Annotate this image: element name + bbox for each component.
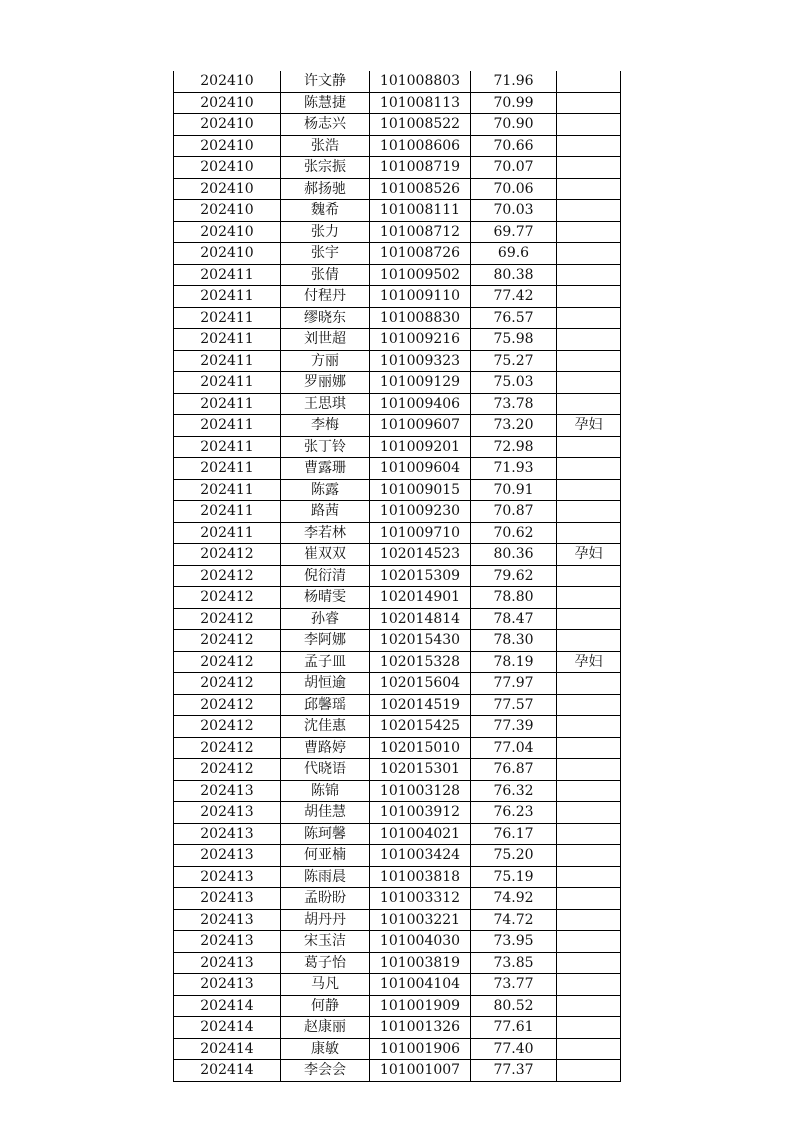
exam-number-cell: 101001906 (370, 1038, 471, 1060)
remark-cell (557, 759, 621, 781)
position-code-cell: 202412 (174, 673, 281, 695)
score-cell: 74.72 (471, 909, 557, 931)
score-cell: 77.39 (471, 716, 557, 738)
exam-number-cell: 102015430 (370, 630, 471, 652)
remark-cell (557, 350, 621, 372)
score-cell: 71.93 (471, 458, 557, 480)
table-row (174, 71, 621, 92)
exam-number-cell: 102014814 (370, 608, 471, 630)
remark-cell (557, 393, 621, 415)
score-cell: 70.99 (471, 92, 557, 114)
table-row (174, 823, 621, 845)
exam-number-cell: 102014519 (370, 694, 471, 716)
position-code-cell: 202410 (174, 200, 281, 222)
exam-number-cell: 102015604 (370, 673, 471, 695)
name-cell: 张宇 (281, 243, 370, 265)
position-code-cell: 202412 (174, 716, 281, 738)
exam-number-cell: 101001326 (370, 1017, 471, 1039)
remark-cell (557, 221, 621, 243)
exam-number-cell: 101009406 (370, 393, 471, 415)
table-row (174, 866, 621, 888)
remark-cell (557, 372, 621, 394)
table-row (174, 565, 621, 587)
position-code-cell: 202411 (174, 329, 281, 351)
remark-cell (557, 114, 621, 136)
position-code-cell: 202410 (174, 221, 281, 243)
results-table (173, 71, 621, 1082)
score-cell: 73.95 (471, 931, 557, 953)
table-row (174, 178, 621, 200)
exam-number-cell: 101003912 (370, 802, 471, 824)
position-code-cell: 202411 (174, 458, 281, 480)
table-row (174, 221, 621, 243)
table-row (174, 200, 621, 222)
exam-number-cell: 101009201 (370, 436, 471, 458)
table-row (174, 522, 621, 544)
remark-cell (557, 673, 621, 695)
position-code-cell: 202413 (174, 823, 281, 845)
results-table-body (174, 71, 621, 1081)
exam-number-cell: 101009230 (370, 501, 471, 523)
exam-number-cell: 101004104 (370, 974, 471, 996)
name-cell: 曹路婷 (281, 737, 370, 759)
position-code-cell: 202414 (174, 1017, 281, 1039)
table-row (174, 243, 621, 265)
score-cell: 77.97 (471, 673, 557, 695)
score-cell: 75.03 (471, 372, 557, 394)
exam-number-cell: 101009607 (370, 415, 471, 437)
remark-cell (557, 587, 621, 609)
score-cell: 77.40 (471, 1038, 557, 1060)
remark-cell (557, 952, 621, 974)
position-code-cell: 202411 (174, 264, 281, 286)
score-cell: 73.85 (471, 952, 557, 974)
table-row (174, 264, 621, 286)
table-row (174, 92, 621, 114)
remark-cell (557, 458, 621, 480)
exam-number-cell: 101008712 (370, 221, 471, 243)
exam-number-cell: 101009604 (370, 458, 471, 480)
remark-cell (557, 157, 621, 179)
position-code-cell: 202413 (174, 931, 281, 953)
table-row (174, 458, 621, 480)
exam-number-cell: 101003221 (370, 909, 471, 931)
position-code-cell: 202411 (174, 501, 281, 523)
exam-number-cell: 101008111 (370, 200, 471, 222)
remark-cell (557, 737, 621, 759)
score-cell: 77.61 (471, 1017, 557, 1039)
exam-number-cell: 101009110 (370, 286, 471, 308)
score-cell: 75.98 (471, 329, 557, 351)
score-cell: 76.17 (471, 823, 557, 845)
score-cell: 76.32 (471, 780, 557, 802)
table-row (174, 114, 621, 136)
table-row (174, 544, 621, 566)
exam-number-cell: 102014523 (370, 544, 471, 566)
position-code-cell: 202413 (174, 780, 281, 802)
score-cell: 76.87 (471, 759, 557, 781)
exam-number-cell: 101009216 (370, 329, 471, 351)
position-code-cell: 202410 (174, 71, 281, 92)
position-code-cell: 202412 (174, 565, 281, 587)
position-code-cell: 202411 (174, 436, 281, 458)
remark-cell (557, 866, 621, 888)
table-row (174, 135, 621, 157)
exam-number-cell: 101009323 (370, 350, 471, 372)
table-row (174, 802, 621, 824)
table-row (174, 931, 621, 953)
table-row (174, 1017, 621, 1039)
remark-cell (557, 1060, 621, 1082)
position-code-cell: 202412 (174, 694, 281, 716)
score-cell: 73.77 (471, 974, 557, 996)
remark-cell (557, 307, 621, 329)
name-cell: 张力 (281, 221, 370, 243)
name-cell: 赵康丽 (281, 1017, 370, 1039)
table-row (174, 479, 621, 501)
exam-number-cell: 101003819 (370, 952, 471, 974)
name-cell: 康敏 (281, 1038, 370, 1060)
name-cell: 何亚楠 (281, 845, 370, 867)
remark-cell (557, 1038, 621, 1060)
position-code-cell: 202410 (174, 157, 281, 179)
position-code-cell: 202411 (174, 415, 281, 437)
exam-number-cell: 101003128 (370, 780, 471, 802)
name-cell: 张浩 (281, 135, 370, 157)
score-cell: 69.77 (471, 221, 557, 243)
name-cell: 马凡 (281, 974, 370, 996)
table-row (174, 1060, 621, 1082)
table-row (174, 1038, 621, 1060)
exam-number-cell: 101003818 (370, 866, 471, 888)
remark-cell (557, 780, 621, 802)
exam-number-cell: 101008606 (370, 135, 471, 157)
exam-number-cell: 102015309 (370, 565, 471, 587)
remark-cell: 孕妇 (557, 544, 621, 566)
name-cell: 郝扬驰 (281, 178, 370, 200)
score-cell: 78.19 (471, 651, 557, 673)
table-row (174, 716, 621, 738)
name-cell: 李梅 (281, 415, 370, 437)
score-cell: 70.07 (471, 157, 557, 179)
remark-cell (557, 823, 621, 845)
position-code-cell: 202412 (174, 737, 281, 759)
name-cell: 陈慧捷 (281, 92, 370, 114)
name-cell: 杨晴雯 (281, 587, 370, 609)
exam-number-cell: 102015301 (370, 759, 471, 781)
name-cell: 许文静 (281, 71, 370, 92)
name-cell: 李会会 (281, 1060, 370, 1082)
table-row (174, 737, 621, 759)
name-cell: 沈佳惠 (281, 716, 370, 738)
position-code-cell: 202411 (174, 307, 281, 329)
name-cell: 张宗振 (281, 157, 370, 179)
remark-cell (557, 286, 621, 308)
name-cell: 罗丽娜 (281, 372, 370, 394)
name-cell: 魏希 (281, 200, 370, 222)
name-cell: 代晓语 (281, 759, 370, 781)
remark-cell (557, 716, 621, 738)
table-row (174, 286, 621, 308)
position-code-cell: 202413 (174, 952, 281, 974)
remark-cell (557, 522, 621, 544)
table-row (174, 845, 621, 867)
exam-number-cell: 101008719 (370, 157, 471, 179)
table-row (174, 952, 621, 974)
name-cell: 葛子怡 (281, 952, 370, 974)
score-cell: 70.90 (471, 114, 557, 136)
position-code-cell: 202411 (174, 286, 281, 308)
score-cell: 78.47 (471, 608, 557, 630)
remark-cell (557, 995, 621, 1017)
name-cell: 缪晓东 (281, 307, 370, 329)
name-cell: 杨志兴 (281, 114, 370, 136)
name-cell: 陈锦 (281, 780, 370, 802)
score-cell: 77.37 (471, 1060, 557, 1082)
score-cell: 76.57 (471, 307, 557, 329)
name-cell: 崔双双 (281, 544, 370, 566)
position-code-cell: 202413 (174, 802, 281, 824)
score-cell: 75.19 (471, 866, 557, 888)
remark-cell (557, 436, 621, 458)
remark-cell (557, 71, 621, 92)
exam-number-cell: 102014901 (370, 587, 471, 609)
position-code-cell: 202412 (174, 630, 281, 652)
position-code-cell: 202414 (174, 1060, 281, 1082)
table-row (174, 415, 621, 437)
position-code-cell: 202413 (174, 974, 281, 996)
position-code-cell: 202412 (174, 651, 281, 673)
remark-cell (557, 694, 621, 716)
table-row (174, 909, 621, 931)
exam-number-cell: 101008522 (370, 114, 471, 136)
score-cell: 78.30 (471, 630, 557, 652)
name-cell: 邱馨瑶 (281, 694, 370, 716)
table-row (174, 673, 621, 695)
name-cell: 孟子皿 (281, 651, 370, 673)
name-cell: 陈珂馨 (281, 823, 370, 845)
remark-cell (557, 329, 621, 351)
score-cell: 77.57 (471, 694, 557, 716)
position-code-cell: 202410 (174, 92, 281, 114)
score-cell: 73.78 (471, 393, 557, 415)
table-row (174, 608, 621, 630)
position-code-cell: 202410 (174, 243, 281, 265)
name-cell: 刘世超 (281, 329, 370, 351)
name-cell: 胡佳慧 (281, 802, 370, 824)
name-cell: 付程丹 (281, 286, 370, 308)
position-code-cell: 202414 (174, 1038, 281, 1060)
remark-cell (557, 200, 621, 222)
table-row (174, 694, 621, 716)
position-code-cell: 202411 (174, 393, 281, 415)
position-code-cell: 202411 (174, 522, 281, 544)
exam-number-cell: 101001007 (370, 1060, 471, 1082)
exam-number-cell: 101008803 (370, 71, 471, 92)
name-cell: 路茜 (281, 501, 370, 523)
remark-cell (557, 845, 621, 867)
position-code-cell: 202413 (174, 909, 281, 931)
score-cell: 75.27 (471, 350, 557, 372)
name-cell: 何静 (281, 995, 370, 1017)
table-row (174, 393, 621, 415)
position-code-cell: 202412 (174, 759, 281, 781)
remark-cell (557, 565, 621, 587)
table-row (174, 888, 621, 910)
name-cell: 李阿娜 (281, 630, 370, 652)
table-row (174, 630, 621, 652)
exam-number-cell: 101008113 (370, 92, 471, 114)
table-row (174, 651, 621, 673)
table-row (174, 501, 621, 523)
exam-number-cell: 101009710 (370, 522, 471, 544)
score-cell: 76.23 (471, 802, 557, 824)
score-cell: 80.52 (471, 995, 557, 1017)
table-row (174, 372, 621, 394)
score-cell: 70.91 (471, 479, 557, 501)
name-cell: 胡恒逾 (281, 673, 370, 695)
score-cell: 77.42 (471, 286, 557, 308)
score-cell: 70.87 (471, 501, 557, 523)
table-row (174, 780, 621, 802)
position-code-cell: 202410 (174, 135, 281, 157)
name-cell: 张倩 (281, 264, 370, 286)
position-code-cell: 202411 (174, 350, 281, 372)
exam-number-cell: 102015425 (370, 716, 471, 738)
exam-number-cell: 101004021 (370, 823, 471, 845)
remark-cell: 孕妇 (557, 651, 621, 673)
score-cell: 70.66 (471, 135, 557, 157)
remark-cell (557, 501, 621, 523)
exam-number-cell: 101001909 (370, 995, 471, 1017)
remark-cell (557, 479, 621, 501)
position-code-cell: 202413 (174, 888, 281, 910)
name-cell: 陈露 (281, 479, 370, 501)
remark-cell: 孕妇 (557, 415, 621, 437)
score-cell: 70.62 (471, 522, 557, 544)
remark-cell (557, 1017, 621, 1039)
remark-cell (557, 630, 621, 652)
exam-number-cell: 101003424 (370, 845, 471, 867)
position-code-cell: 202413 (174, 866, 281, 888)
remark-cell (557, 909, 621, 931)
position-code-cell: 202410 (174, 178, 281, 200)
remark-cell (557, 92, 621, 114)
score-cell: 75.20 (471, 845, 557, 867)
remark-cell (557, 888, 621, 910)
exam-number-cell: 101008726 (370, 243, 471, 265)
score-cell: 79.62 (471, 565, 557, 587)
exam-number-cell: 102015328 (370, 651, 471, 673)
name-cell: 孟盼盼 (281, 888, 370, 910)
name-cell: 方丽 (281, 350, 370, 372)
remark-cell (557, 264, 621, 286)
score-cell: 80.36 (471, 544, 557, 566)
exam-number-cell: 101004030 (370, 931, 471, 953)
name-cell: 宋玉洁 (281, 931, 370, 953)
table-row (174, 436, 621, 458)
score-cell: 78.80 (471, 587, 557, 609)
name-cell: 李若林 (281, 522, 370, 544)
score-cell: 70.06 (471, 178, 557, 200)
table-row (174, 157, 621, 179)
remark-cell (557, 974, 621, 996)
remark-cell (557, 243, 621, 265)
score-cell: 71.96 (471, 71, 557, 92)
position-code-cell: 202412 (174, 587, 281, 609)
table-row (174, 307, 621, 329)
position-code-cell: 202411 (174, 372, 281, 394)
exam-number-cell: 101008526 (370, 178, 471, 200)
table-row (174, 587, 621, 609)
table-row (174, 974, 621, 996)
name-cell: 张丁铃 (281, 436, 370, 458)
name-cell: 倪衍清 (281, 565, 370, 587)
position-code-cell: 202412 (174, 544, 281, 566)
name-cell: 曹露珊 (281, 458, 370, 480)
table-row (174, 350, 621, 372)
exam-number-cell: 102015010 (370, 737, 471, 759)
position-code-cell: 202414 (174, 995, 281, 1017)
score-cell: 74.92 (471, 888, 557, 910)
table-row (174, 995, 621, 1017)
exam-number-cell: 101003312 (370, 888, 471, 910)
remark-cell (557, 931, 621, 953)
exam-number-cell: 101008830 (370, 307, 471, 329)
name-cell: 陈雨晨 (281, 866, 370, 888)
score-cell: 73.20 (471, 415, 557, 437)
table-row (174, 329, 621, 351)
score-cell: 69.6 (471, 243, 557, 265)
exam-number-cell: 101009015 (370, 479, 471, 501)
score-cell: 77.04 (471, 737, 557, 759)
table-row (174, 759, 621, 781)
position-code-cell: 202411 (174, 479, 281, 501)
position-code-cell: 202410 (174, 114, 281, 136)
name-cell: 王思琪 (281, 393, 370, 415)
remark-cell (557, 802, 621, 824)
remark-cell (557, 135, 621, 157)
score-cell: 72.98 (471, 436, 557, 458)
position-code-cell: 202412 (174, 608, 281, 630)
score-cell: 80.38 (471, 264, 557, 286)
name-cell: 胡丹丹 (281, 909, 370, 931)
score-cell: 70.03 (471, 200, 557, 222)
name-cell: 孙睿 (281, 608, 370, 630)
remark-cell (557, 178, 621, 200)
exam-number-cell: 101009129 (370, 372, 471, 394)
exam-number-cell: 101009502 (370, 264, 471, 286)
position-code-cell: 202413 (174, 845, 281, 867)
remark-cell (557, 608, 621, 630)
